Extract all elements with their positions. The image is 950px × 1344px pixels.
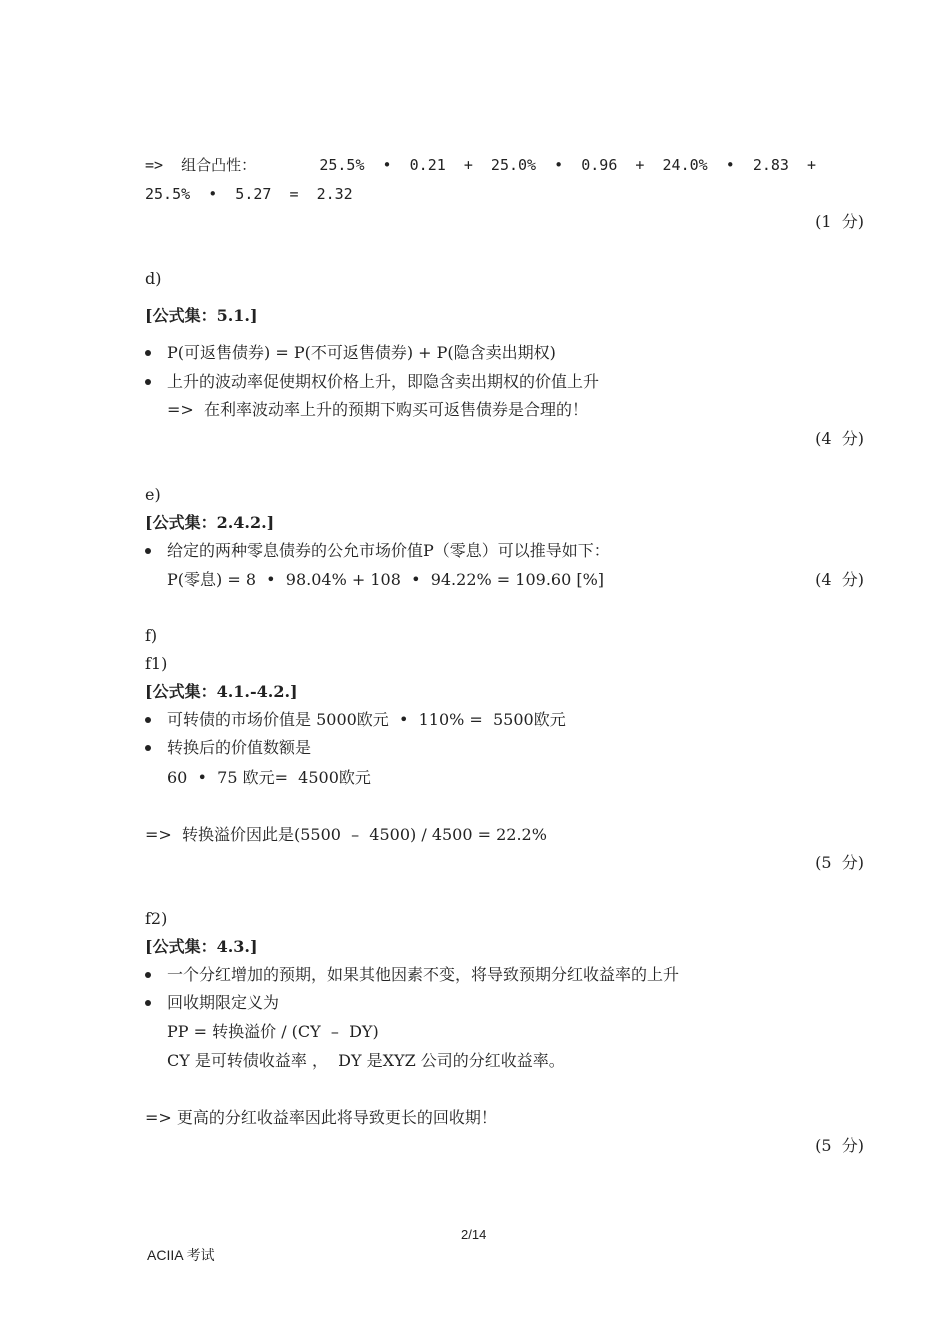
score-c: (1 分) (815, 212, 864, 231)
bullet-icon (145, 379, 151, 385)
d-conclusion: => 在利率波动率上升的预期下购买可返售债券是合理的！ (167, 400, 588, 419)
convexity-line-1: => 组合凸性： 25.5% • 0.21 + 25.0% • 0.96 + 24.0% • 2.83 + (145, 156, 817, 174)
bullet-icon (145, 548, 151, 554)
e-calculation: P(零息) = 8 • 98.04% + 108 • 94.22% = 109.60 [%] (167, 570, 605, 589)
d-bullet-1: P(可返售债券) = P(不可返售债券) + P(隐含卖出期权) (167, 343, 556, 362)
f2-payback-formula: PP = 转换溢价 / (CY – DY) (167, 1022, 379, 1041)
f2-bullet-1: 一个分红增加的预期，如果其他因素不变，将导致预期分红收益率的上升 (167, 965, 680, 984)
section-label-f: f) (145, 626, 158, 645)
score-f1: (5 分) (815, 853, 864, 872)
bullet-icon (145, 972, 151, 978)
d-bullet-2: 上升的波动率促使期权价格上升，即隐含卖出期权的价值上升 (167, 372, 600, 391)
formula-ref-f2: [公式集：4.3.] (145, 937, 258, 956)
f2-bullet-2: 回收期限定义为 (167, 993, 280, 1012)
bullet-icon (145, 745, 151, 751)
section-label-e: e) (145, 485, 161, 504)
convexity-line-2: 25.5% • 5.27 = 2.32 (145, 185, 353, 203)
score-e: (4 分) (815, 570, 864, 589)
bullet-icon (145, 1000, 151, 1006)
section-label-f1: f1) (145, 654, 168, 673)
f1-bullet-2: 转换后的价值数额是 (167, 738, 312, 757)
f1-conclusion: => 转换溢价因此是(5500 – 4500) / 4500 = 22.2% (145, 825, 547, 844)
formula-ref-d: [公式集：5.1.] (145, 306, 258, 325)
score-d: (4 分) (815, 429, 864, 448)
f1-bullet-1: 可转债的市场价值是 5000欧元 • 110% = 5500欧元 (167, 710, 566, 729)
f1-calculation: 60 • 75 欧元= 4500欧元 (167, 768, 371, 787)
formula-ref-f1: [公式集：4.1.-4.2.] (145, 682, 298, 701)
f2-definition: CY 是可转债收益率 ， DY 是XYZ 公司的分红收益率。 (167, 1051, 565, 1070)
bullet-icon (145, 350, 151, 356)
f2-conclusion: => 更高的分红收益率因此将导致更长的回收期！ (145, 1108, 497, 1127)
section-label-f2: f2) (145, 909, 168, 928)
e-bullet-1: 给定的两种零息债券的公允市场价值P（零息）可以推导如下： (167, 541, 610, 560)
page-number: 2/14 (461, 1227, 487, 1242)
exam-name: ACIIA 考试 (147, 1247, 215, 1263)
score-f2: (5 分) (815, 1136, 864, 1155)
formula-ref-e: [公式集：2.4.2.] (145, 513, 275, 532)
bullet-icon (145, 717, 151, 723)
section-label-d: d) (145, 269, 162, 288)
